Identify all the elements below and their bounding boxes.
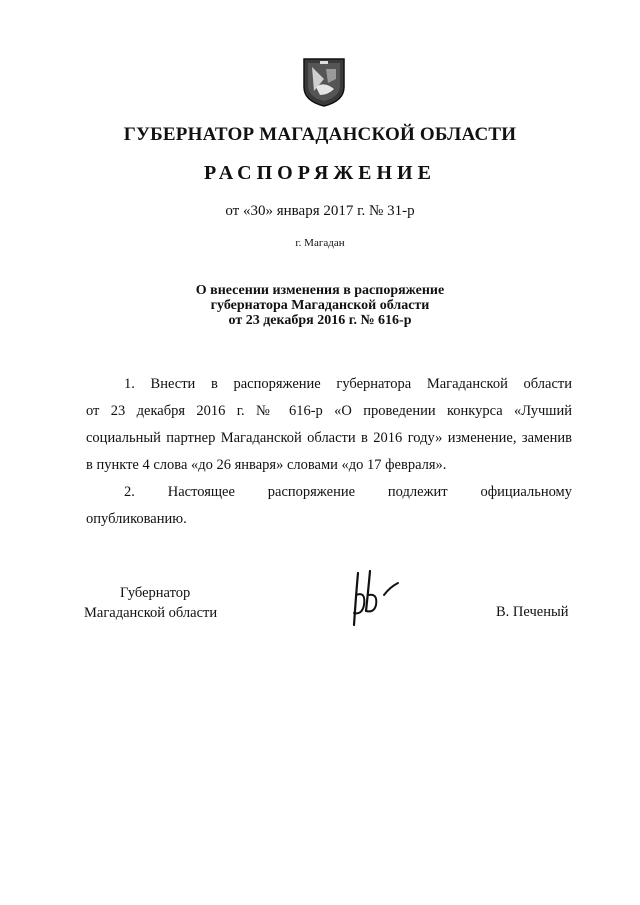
paragraph-line: опубликованию. [86, 511, 187, 527]
paragraph-line: от 23 декабря 2016 г. № 616-р «О проведении конкурса «Лучший [86, 403, 572, 419]
document-type-heading: РАСПОРЯЖЕНИЕ [204, 162, 436, 184]
org-title: ГУБЕРНАТОР МАГАДАНСКОЙ ОБЛАСТИ [123, 124, 517, 145]
subject-line: губернатора Магаданской области [210, 298, 430, 313]
subject-line: О внесении изменения в распоряжение [195, 283, 445, 298]
document-city: г. Магадан [295, 237, 345, 249]
coat-of-arms-icon [302, 57, 346, 107]
signatory-name: В. Печеный [496, 604, 569, 620]
signatory-position [84, 583, 217, 623]
signatory-position-line: Губернатор [120, 585, 191, 601]
paragraph-line: 2. Настоящее распоряжение подлежит официальному [124, 484, 572, 500]
signatory-position-line: Магаданской области [84, 605, 218, 621]
paragraph-line: 1. Внести в распоряжение губернатора Магаданской области [124, 376, 572, 392]
handwritten-signature [344, 565, 404, 629]
paragraph-line: социальный партнер Магаданской области в 2016 году» изменение, заменив [86, 430, 572, 446]
paragraph-2 [86, 479, 572, 533]
subject-line: от 23 декабря 2016 г. № 616-р [228, 313, 412, 328]
document-date-number: от «30» января 2017 г. № 31-р [225, 203, 415, 219]
document-subject [0, 283, 640, 328]
paragraph-1 [86, 371, 572, 479]
paragraph-line: в пункте 4 слова «до 26 января» словами «до 17 февраля». [86, 457, 447, 473]
